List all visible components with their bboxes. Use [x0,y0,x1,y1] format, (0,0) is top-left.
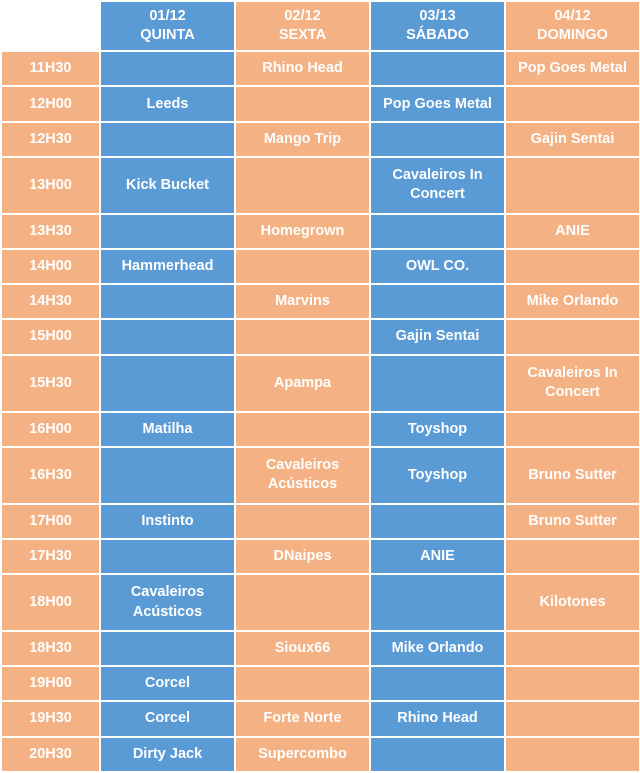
slot-label [236,679,369,689]
slot-label [101,297,234,307]
slot-label [101,378,234,388]
time-label [1,701,100,736]
schedule-slot[interactable] [235,539,370,574]
slot-label: Gajin Sentai [530,130,615,147]
schedule-slot-empty [505,86,640,121]
time-label [1,157,100,214]
slot-label: Instinto [141,512,194,529]
schedule-slot[interactable] [100,249,235,284]
time-label-text: 18H30 [29,639,72,656]
schedule-slot[interactable] [370,539,505,574]
schedule-slot-empty [370,214,505,249]
slot-label: Pop Goes Metal [383,95,492,112]
slot-label: Mike Orlando [526,293,619,310]
table-row [1,737,640,772]
schedule-slot[interactable] [100,737,235,772]
time-label [1,319,100,354]
slot-label: Sioux66 [274,639,331,656]
slot-label: Forte Norte [263,710,342,727]
schedule-slot[interactable] [505,574,640,631]
schedule-slot[interactable] [100,666,235,701]
schedule-slot-empty [100,539,235,574]
time-label-text: 12H00 [29,95,72,112]
schedule-slot-empty [235,412,370,447]
schedule-slot[interactable] [235,214,370,249]
time-label [1,666,100,701]
time-label-text: 15H30 [29,374,72,391]
schedule-slot-empty [505,631,640,666]
slot-label [236,180,369,190]
time-label [1,214,100,249]
schedule-slot-empty [100,447,235,504]
schedule-slot[interactable] [235,51,370,86]
slot-label: Leeds [146,95,189,112]
slot-label: Bruno Sutter [528,512,617,529]
time-label-text: 18H00 [29,593,72,610]
slot-label: Apampa [273,374,332,391]
slot-label [506,749,639,759]
slot-label [506,551,639,561]
slot-label: Pop Goes Metal [518,60,627,77]
schedule-slot-empty [370,666,505,701]
schedule-slot-empty [370,737,505,772]
time-label [1,284,100,319]
slot-label [101,64,234,74]
slot-label [506,714,639,724]
schedule-slot-empty [370,355,505,412]
slot-label [371,134,504,144]
table-row [1,214,640,249]
schedule-slot-empty [235,574,370,631]
schedule-slot-empty [235,157,370,214]
slot-label: Mango Trip [263,130,342,147]
slot-label: Cavaleiros In Concert [527,364,618,401]
slot-label: Cavaleiros Acústicos [130,584,205,620]
slot-label: Marvins [275,293,330,310]
schedule-slot[interactable] [235,701,370,736]
slot-label: Homegrown [260,222,345,239]
time-label-text: 14H30 [29,293,72,310]
day-header-3 [370,1,505,51]
schedule-slot-empty [235,249,370,284]
slot-label [506,99,639,109]
time-label-text: 16H00 [29,420,72,437]
slot-label [371,64,504,74]
slot-label: Hammerhead [121,258,214,275]
time-label-text: 17H30 [29,547,72,564]
time-label-text: 16H30 [29,466,72,483]
schedule-slot[interactable] [100,504,235,539]
table-row [1,319,640,354]
schedule-slot-empty [235,666,370,701]
slot-label [101,551,234,561]
slot-label: Kilotones [539,593,606,610]
table-row [1,631,640,666]
slot-label: Dirty Jack [132,745,203,762]
slot-label [506,679,639,689]
slot-label: Corcel [144,710,191,727]
time-label [1,355,100,412]
table-row [1,666,640,701]
time-label-text: 15H00 [29,328,72,345]
table-row [1,504,640,539]
table-row [1,355,640,412]
schedule-slot-empty [505,412,640,447]
time-label-text: 13H30 [29,222,72,239]
time-label-text: 20H30 [29,745,72,762]
schedule-slot[interactable] [370,157,505,214]
slot-label [371,516,504,526]
table-row [1,412,640,447]
schedule-slot-empty [100,284,235,319]
schedule-slot-empty [505,157,640,214]
schedule-slot[interactable] [235,284,370,319]
schedule-slot-empty [505,249,640,284]
schedule-slot-empty [505,701,640,736]
slot-label: Matilha [142,420,193,437]
time-label [1,122,100,157]
day-header-name: QUINTA [140,27,195,44]
slot-label [506,180,639,190]
schedule-slot[interactable] [370,319,505,354]
time-label [1,51,100,86]
table-row [1,86,640,121]
schedule-header-row [1,1,640,51]
schedule-slot[interactable] [370,447,505,504]
slot-label: ANIE [555,222,590,239]
slot-label [506,424,639,434]
schedule-slot[interactable] [100,574,235,631]
schedule-slot-empty [100,319,235,354]
table-row [1,249,640,284]
schedule-slot-empty [235,319,370,354]
schedule-slot[interactable] [235,447,370,504]
table-row [1,51,640,86]
schedule-slot[interactable] [235,737,370,772]
schedule-slot[interactable] [505,355,640,412]
schedule-slot-empty [100,122,235,157]
schedule-slot[interactable] [370,249,505,284]
schedule-slot-empty [100,355,235,412]
schedule-slot-empty [370,504,505,539]
slot-label [236,99,369,109]
time-label [1,86,100,121]
schedule-slot-empty [100,214,235,249]
time-label-text: 11H30 [29,60,72,77]
slot-label: Kick Bucket [125,176,209,193]
time-label-text: 19H00 [29,675,72,692]
table-row [1,122,640,157]
time-label [1,631,100,666]
schedule-slot-empty [235,504,370,539]
day-header-date: 01/12 [149,8,186,24]
slot-label: Mike Orlando [391,639,484,656]
schedule-slot-empty [505,666,640,701]
schedule-slot-empty [505,319,640,354]
day-header-1 [100,1,235,51]
slot-label: Cavaleiros In Concert [392,167,483,203]
slot-label: OWL CO. [405,258,470,275]
slot-label: Bruno Sutter [528,466,617,483]
slot-label [371,226,504,236]
table-row [1,701,640,736]
time-label-text: 12H30 [29,130,72,147]
slot-label [236,332,369,342]
slot-label: Gajin Sentai [395,328,480,345]
schedule-slot-empty [505,539,640,574]
slot-label [101,470,234,480]
slot-label [101,226,234,236]
time-label [1,737,100,772]
slot-label: Supercombo [258,745,347,762]
corner-cell [1,1,100,51]
day-header-date: 02/12 [284,8,321,24]
time-label [1,412,100,447]
table-row [1,447,640,504]
time-label [1,447,100,504]
time-label-text: 13H00 [29,176,72,193]
schedule-slot-empty [370,574,505,631]
slot-label [506,644,639,654]
schedule-slot[interactable] [235,355,370,412]
time-label [1,249,100,284]
schedule-slot[interactable] [370,631,505,666]
schedule-slot[interactable] [505,122,640,157]
schedule-slot[interactable] [100,701,235,736]
schedule-slot[interactable] [505,214,640,249]
table-row [1,284,640,319]
slot-label [371,598,504,608]
schedule-slot[interactable] [505,284,640,319]
schedule-slot[interactable] [235,631,370,666]
schedule-slot-empty [370,122,505,157]
schedule-slot-empty [370,284,505,319]
day-header-name: DOMINGO [537,27,608,44]
slot-label: Toyshop [407,420,468,437]
slot-label [506,332,639,342]
slot-label [371,378,504,388]
day-header-2 [235,1,370,51]
schedule-slot[interactable] [100,86,235,121]
time-label-text: 14H00 [29,258,72,275]
time-label [1,574,100,631]
slot-label [371,679,504,689]
slot-label [371,749,504,759]
slot-label [101,644,234,654]
schedule-slot[interactable] [100,412,235,447]
schedule-slot-empty [235,86,370,121]
schedule-slot[interactable] [235,122,370,157]
slot-label: Corcel [144,675,191,692]
schedule-slot-empty [100,631,235,666]
schedule-slot[interactable] [100,157,235,214]
slot-label: Toyshop [407,466,468,483]
slot-label [101,134,234,144]
slot-label [506,262,639,272]
slot-label: Rhino Head [262,60,343,77]
day-header-name: SEXTA [278,27,327,44]
day-header-date: 04/12 [554,8,591,24]
time-label-text: 17H00 [29,512,72,529]
schedule-slot[interactable] [370,701,505,736]
table-row [1,539,640,574]
schedule-slot[interactable] [505,447,640,504]
schedule-slot-empty [370,51,505,86]
slot-label [236,598,369,608]
slot-label [371,297,504,307]
time-label [1,539,100,574]
day-header-4 [505,1,640,51]
slot-label: ANIE [420,547,455,564]
slot-label: Cavaleiros Acústicos [265,457,340,493]
slot-label: DNaipes [273,547,332,564]
slot-label [236,262,369,272]
schedule-slot[interactable] [505,51,640,86]
schedule-slot[interactable] [505,504,640,539]
time-label [1,504,100,539]
schedule-slot[interactable] [370,86,505,121]
slot-label [236,516,369,526]
slot-label [101,332,234,342]
slot-label [236,424,369,434]
schedule-slot-empty [505,737,640,772]
schedule-slot-empty [100,51,235,86]
day-header-date: 03/13 [419,8,456,24]
schedule-slot[interactable] [370,412,505,447]
table-row [1,157,640,214]
slot-label: Rhino Head [397,710,478,727]
day-header-name: SÁBADO [406,27,469,44]
time-label-text: 19H30 [29,710,72,727]
table-row [1,574,640,631]
